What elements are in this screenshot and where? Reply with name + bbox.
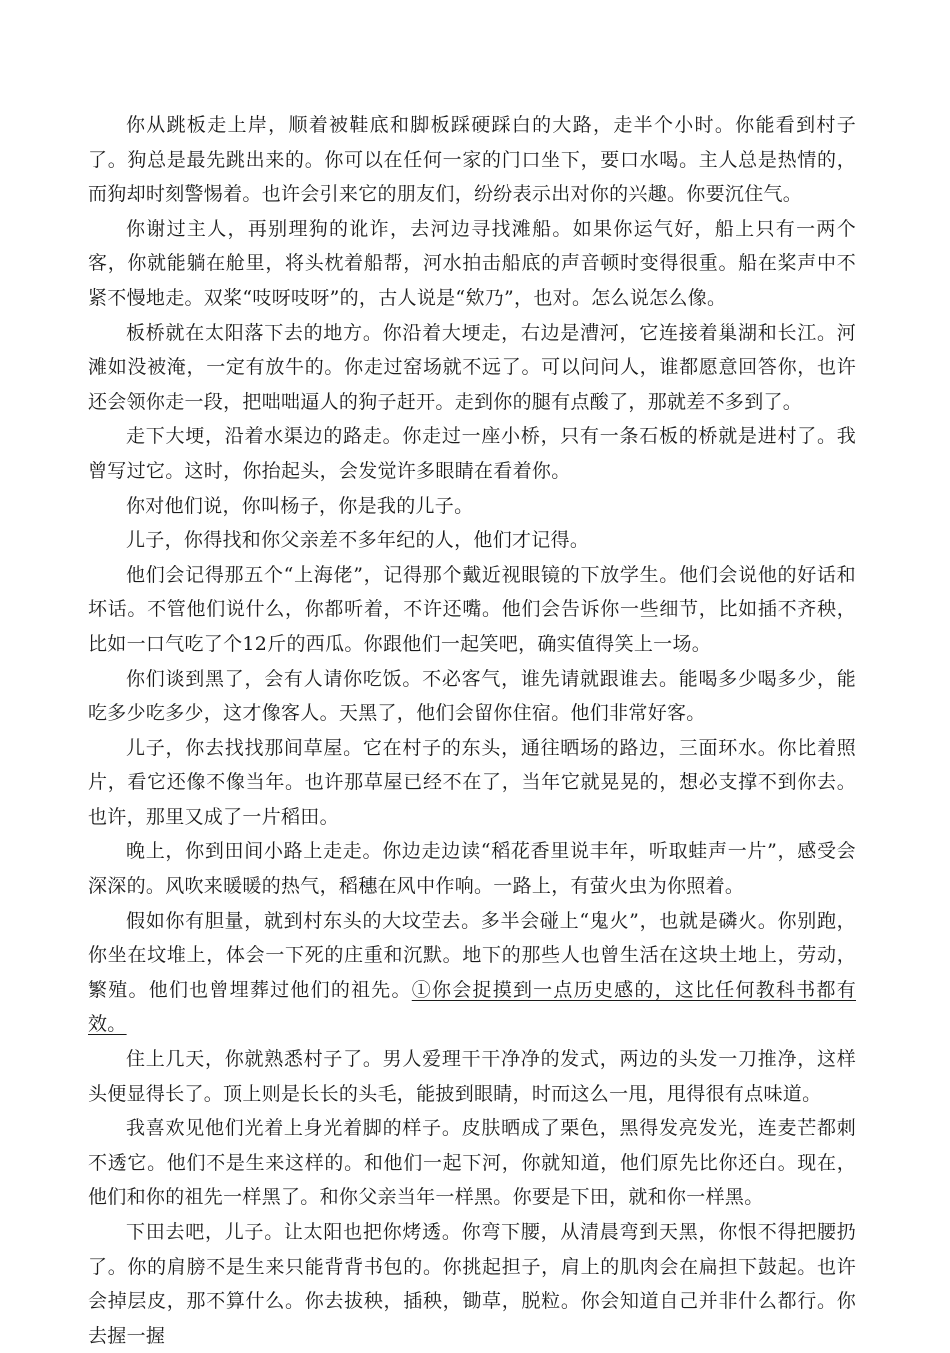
- paragraph-13: 我喜欢见他们光着上身光着脚的样子。皮肤晒成了栗色，黑得发亮发光，连麦芒都刺不透它。他们不是生来这样的。和他们一起下河，你就知道，他们原先比你还白。现在，他们和你的祖先一样黑了。和你父亲当年一样黑。你要是下田，就和你一样黑。: [88, 1117, 856, 1209]
- paragraph-12: 住上几天，你就熟悉村子了。男人爱理干干净净的发式，两边的头发一刀推净，这样头便显得长了。顶上则是长长的头毛，能披到眼睛，时而这么一甩，甩得很有点味道。: [88, 1048, 856, 1105]
- paragraph-10: 晚上，你到田间小路上走走。你边走边读“稻花香里说丰年，听取蛙声一片”，感受会深深的。风吹来暖暖的热气，稻穗在风中作响。一路上，有萤火虫为你照着。: [88, 840, 856, 898]
- paragraph-11: 假如你有胆量，就到村东头的大坟茔去。多半会碰上“鬼火”，也就是磷火。你别跑，你坐在坟堆上，体会一下死的庄重和沉默。地下的那些人也曾生活在这块土地上，劳动，繁殖。他们也曾埋葬过他们的祖先。①你会捉摸到一点历史感的，这比任何教科书都有效。: [88, 909, 856, 1036]
- paragraph-6: 儿子，你得找和你父亲差不多年纪的人，他们才记得。: [126, 529, 590, 552]
- paragraph-14: 下田去吧，儿子。让太阳也把你烤透。你弯下腰，从清晨弯到天黑，你恨不得把腰扔了。你的肩膀不是生来只能背背书包的。你挑起担子，肩上的肌肉会在扁担下鼓起。也许会掉层皮，那不算什么。你去拔秧，插秧，锄草，脱粒。你会知道自己并非什么都行。你去握一握: [88, 1221, 856, 1347]
- paragraph-3: 板桥就在太阳落下去的地方。你沿着大埂走，右边是漕河，它连接着巢湖和长江。河滩如没被淹，一定有放牛的。你走过窑场就不远了。可以问问人，谁都愿意回答你，也许还会领你走一段，把咄咄逼人的狗子赶开。走到你的腿有点酸了，那就差不多到了。: [88, 321, 856, 413]
- article-body: [88, 108, 856, 1353]
- paragraph-2: 你谢过主人，再别理狗的讹诈，去河边寻找滩船。如果你运气好，船上只有一两个客，你就能躺在舱里，将头枕着船帮，河水拍击船底的声音顿时变得很重。船在桨声中不紧不慢地走。双桨“吱呀吱呀”的，古人说是“欸乃”，也对。怎么说怎么像。: [88, 217, 856, 309]
- underlined-sentence-1: ①你会捉摸到一点历史感的，这比任何教科书都有效。: [88, 978, 856, 1036]
- paragraph-8: 你们谈到黑了，会有人请你吃饭。不必客气，谁先请就跟谁去。能喝多少喝多少，能吃多少吃多少，这才像客人。天黑了，他们会留你住宿。他们非常好客。: [88, 667, 856, 725]
- paragraph-7: 他们会记得那五个“上海佬”，记得那个戴近视眼镜的下放学生。他们会说他的好话和坏话。不管他们说什么，你都听着，不许还嘴。他们会告诉你一些细节，比如插不齐秧，比如一口气吃了个12斤的西瓜。你跟他们一起笑吧，确实值得笑上一场。: [88, 563, 856, 655]
- paragraph-4: 走下大埂，沿着水渠边的路走。你走过一座小桥，只有一条石板的桥就是进村了。我曾写过它。这时，你抬起头，会发觉许多眼睛在看着你。: [88, 425, 856, 482]
- paragraph-9: 儿子，你去找找那间草屋。它在村子的东头，通往晒场的路边，三面环水。你比着照片，看它还像不像当年。也许那草屋已经不在了，当年它就晃晃的，想必支撑不到你去。也许，那里又成了一片稻田。: [88, 736, 856, 828]
- paragraph-5: 你对他们说，你叫杨子，你是我的儿子。: [126, 494, 474, 517]
- paragraph-1: 你从跳板走上岸，顺着被鞋底和脚板踩硬踩白的大路，走半个小时。你能看到村子了。狗总是最先跳出来的。你可以在任何一家的门口坐下，要口水喝。主人总是热情的，而狗却时刻警惕着。也许会引来它的朋友们，纷纷表示出对你的兴趣。你要沉住气。: [88, 114, 856, 206]
